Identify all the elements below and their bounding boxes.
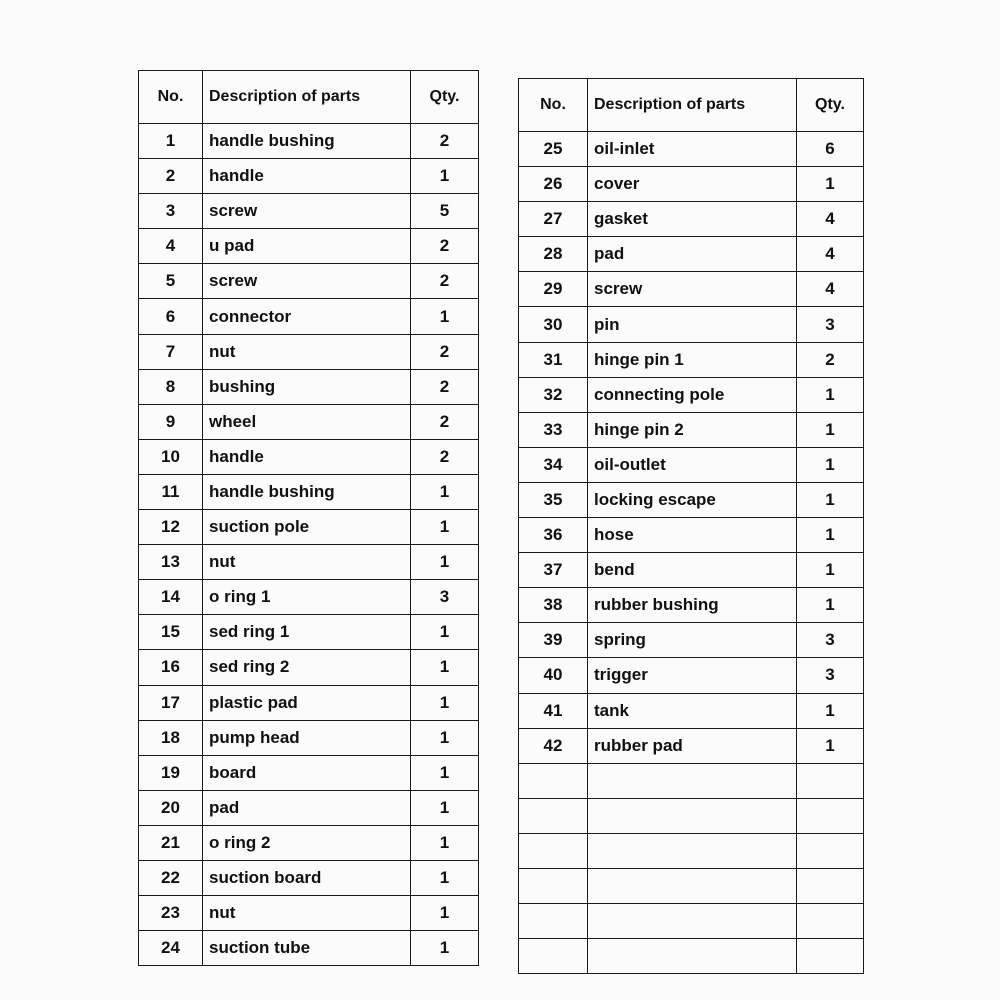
- part-quantity: [797, 798, 864, 833]
- header-description: Description of parts: [203, 71, 411, 124]
- part-number: [519, 763, 588, 798]
- table-row: [519, 482, 864, 517]
- part-quantity: [797, 939, 864, 974]
- part-number: 10: [139, 439, 203, 474]
- part-quantity: 6: [797, 132, 864, 167]
- part-description: spring: [588, 623, 797, 658]
- header-no: No.: [519, 79, 588, 132]
- part-number: 16: [139, 650, 203, 685]
- part-description: gasket: [588, 202, 797, 237]
- part-quantity: 1: [411, 615, 479, 650]
- part-description: connector: [203, 299, 411, 334]
- part-quantity: 3: [797, 307, 864, 342]
- part-quantity: 1: [411, 510, 479, 545]
- part-quantity: 1: [797, 377, 864, 412]
- part-description: rubber bushing: [588, 588, 797, 623]
- part-number: 42: [519, 728, 588, 763]
- part-description: locking escape: [588, 482, 797, 517]
- part-description: [588, 798, 797, 833]
- table-row: [519, 939, 864, 974]
- part-number: 35: [519, 482, 588, 517]
- part-description: nut: [203, 896, 411, 931]
- part-number: [519, 939, 588, 974]
- table-row: [519, 588, 864, 623]
- part-description: nut: [203, 334, 411, 369]
- part-number: [519, 904, 588, 939]
- table-row: [519, 307, 864, 342]
- part-number: 38: [519, 588, 588, 623]
- part-number: 1: [139, 124, 203, 159]
- part-number: 31: [519, 342, 588, 377]
- part-description: bushing: [203, 369, 411, 404]
- header-description: Description of parts: [588, 79, 797, 132]
- part-quantity: 1: [797, 518, 864, 553]
- part-description: wheel: [203, 404, 411, 439]
- part-quantity: 1: [411, 755, 479, 790]
- part-quantity: 1: [411, 860, 479, 895]
- part-number: [519, 798, 588, 833]
- part-description: connecting pole: [588, 377, 797, 412]
- part-number: 8: [139, 369, 203, 404]
- part-quantity: 2: [411, 124, 479, 159]
- part-quantity: [797, 904, 864, 939]
- part-description: sed ring 1: [203, 615, 411, 650]
- part-quantity: 2: [411, 264, 479, 299]
- part-description: u pad: [203, 229, 411, 264]
- part-description: pump head: [203, 720, 411, 755]
- part-description: screw: [203, 264, 411, 299]
- part-description: [588, 868, 797, 903]
- table-row: [519, 833, 864, 868]
- part-quantity: 1: [797, 588, 864, 623]
- header-qty: Qty.: [797, 79, 864, 132]
- header-no: No.: [139, 71, 203, 124]
- part-description: [588, 939, 797, 974]
- part-number: 41: [519, 693, 588, 728]
- part-number: 29: [519, 272, 588, 307]
- part-quantity: 1: [411, 474, 479, 509]
- part-description: rubber pad: [588, 728, 797, 763]
- part-description: screw: [588, 272, 797, 307]
- part-number: 20: [139, 790, 203, 825]
- part-description: screw: [203, 194, 411, 229]
- part-description: handle bushing: [203, 474, 411, 509]
- part-number: 12: [139, 510, 203, 545]
- table-gap: [420, 70, 518, 986]
- part-description: o ring 1: [203, 580, 411, 615]
- part-quantity: 1: [411, 896, 479, 931]
- part-number: 2: [139, 159, 203, 194]
- part-number: 6: [139, 299, 203, 334]
- part-number: 22: [139, 860, 203, 895]
- part-quantity: 1: [797, 693, 864, 728]
- part-quantity: [797, 763, 864, 798]
- part-quantity: [797, 868, 864, 903]
- part-description: bend: [588, 553, 797, 588]
- part-quantity: 1: [797, 412, 864, 447]
- part-description: hinge pin 1: [588, 342, 797, 377]
- part-quantity: 4: [797, 237, 864, 272]
- part-number: 7: [139, 334, 203, 369]
- table-row: [519, 658, 864, 693]
- part-quantity: 1: [797, 728, 864, 763]
- part-number: 24: [139, 931, 203, 966]
- part-number: 11: [139, 474, 203, 509]
- table-row: [519, 447, 864, 482]
- part-number: [519, 833, 588, 868]
- part-description: oil-inlet: [588, 132, 797, 167]
- table-row: [519, 202, 864, 237]
- part-quantity: 2: [411, 229, 479, 264]
- part-quantity: 1: [797, 447, 864, 482]
- part-quantity: 2: [411, 404, 479, 439]
- table-row: [519, 623, 864, 658]
- part-quantity: 2: [797, 342, 864, 377]
- part-number: 19: [139, 755, 203, 790]
- part-quantity: 3: [797, 623, 864, 658]
- header-qty: Qty.: [411, 71, 479, 124]
- part-description: pad: [588, 237, 797, 272]
- table-row: [519, 693, 864, 728]
- part-number: 14: [139, 580, 203, 615]
- part-number: 39: [519, 623, 588, 658]
- part-description: cover: [588, 167, 797, 202]
- part-number: 37: [519, 553, 588, 588]
- part-description: handle: [203, 439, 411, 474]
- part-number: 28: [519, 237, 588, 272]
- part-quantity: 1: [797, 482, 864, 517]
- part-description: nut: [203, 545, 411, 580]
- part-quantity: 1: [411, 931, 479, 966]
- part-number: 34: [519, 447, 588, 482]
- part-number: 21: [139, 825, 203, 860]
- part-quantity: 1: [411, 825, 479, 860]
- part-quantity: 3: [797, 658, 864, 693]
- table-row: [519, 412, 864, 447]
- part-quantity: 1: [411, 299, 479, 334]
- part-number: 25: [519, 132, 588, 167]
- table-row: [519, 798, 864, 833]
- part-quantity: 4: [797, 202, 864, 237]
- part-number: 32: [519, 377, 588, 412]
- part-quantity: 3: [411, 580, 479, 615]
- part-quantity: 1: [411, 790, 479, 825]
- table-row: [519, 904, 864, 939]
- part-quantity: 4: [797, 272, 864, 307]
- table-row: [519, 763, 864, 798]
- table-row: [519, 553, 864, 588]
- part-description: board: [203, 755, 411, 790]
- part-quantity: 1: [411, 720, 479, 755]
- part-description: oil-outlet: [588, 447, 797, 482]
- part-description: handle bushing: [203, 124, 411, 159]
- table-row: [519, 377, 864, 412]
- part-description: pin: [588, 307, 797, 342]
- part-number: 40: [519, 658, 588, 693]
- part-number: 33: [519, 412, 588, 447]
- part-quantity: 2: [411, 334, 479, 369]
- part-description: hose: [588, 518, 797, 553]
- part-description: hinge pin 2: [588, 412, 797, 447]
- header-row: [519, 79, 864, 132]
- part-description: suction pole: [203, 510, 411, 545]
- part-number: 18: [139, 720, 203, 755]
- part-number: 30: [519, 307, 588, 342]
- part-description: trigger: [588, 658, 797, 693]
- part-description: [588, 904, 797, 939]
- part-description: suction tube: [203, 931, 411, 966]
- part-description: suction board: [203, 860, 411, 895]
- table-row: [519, 868, 864, 903]
- part-number: 3: [139, 194, 203, 229]
- part-description: plastic pad: [203, 685, 411, 720]
- parts-table-right: [518, 78, 864, 974]
- table-row: [519, 728, 864, 763]
- part-description: handle: [203, 159, 411, 194]
- part-quantity: 1: [411, 545, 479, 580]
- part-quantity: 1: [411, 650, 479, 685]
- part-number: 15: [139, 615, 203, 650]
- part-description: [588, 763, 797, 798]
- part-quantity: 1: [411, 685, 479, 720]
- table-row: [519, 132, 864, 167]
- part-number: [519, 868, 588, 903]
- table-row: [519, 518, 864, 553]
- part-description: [588, 833, 797, 868]
- part-quantity: [797, 833, 864, 868]
- part-description: sed ring 2: [203, 650, 411, 685]
- part-quantity: 2: [411, 369, 479, 404]
- part-description: pad: [203, 790, 411, 825]
- table-row: [519, 237, 864, 272]
- part-number: 9: [139, 404, 203, 439]
- part-description: tank: [588, 693, 797, 728]
- part-number: 13: [139, 545, 203, 580]
- part-number: 4: [139, 229, 203, 264]
- part-number: 27: [519, 202, 588, 237]
- part-quantity: 2: [411, 439, 479, 474]
- part-number: 5: [139, 264, 203, 299]
- part-number: 17: [139, 685, 203, 720]
- part-quantity: 1: [797, 167, 864, 202]
- part-number: 36: [519, 518, 588, 553]
- table-row: [519, 342, 864, 377]
- part-quantity: 1: [411, 159, 479, 194]
- part-number: 23: [139, 896, 203, 931]
- table-row: [519, 167, 864, 202]
- part-quantity: 1: [797, 553, 864, 588]
- part-quantity: 5: [411, 194, 479, 229]
- part-number: 26: [519, 167, 588, 202]
- part-description: o ring 2: [203, 825, 411, 860]
- table-row: [519, 272, 864, 307]
